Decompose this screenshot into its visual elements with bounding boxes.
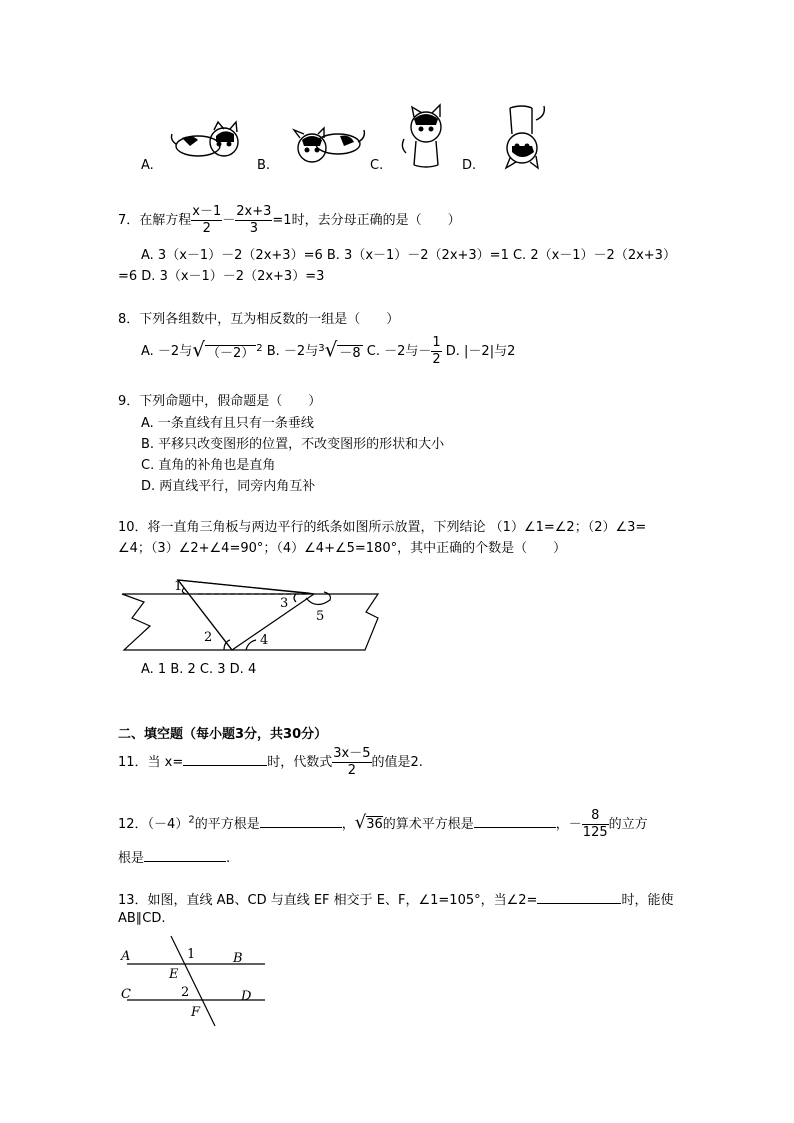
q7-stem-prefix: 7．在解方程 [118, 213, 192, 228]
sqrt-icon: √ [354, 812, 367, 833]
q13-line1-suffix: 时，能使 [621, 893, 674, 908]
q13-answer-blank[interactable] [537, 889, 621, 904]
q8-cbrt-b-index: 3 [318, 343, 325, 355]
q8-options [141, 335, 515, 368]
q7-frac1-num: x－1 [192, 204, 222, 219]
q13-figure [115, 934, 265, 1030]
q8-frac-c-den: 2 [432, 352, 441, 367]
q9-option-d: D. 两直线平行，同旁内角互补 [141, 479, 316, 494]
q11-prefix: 11．当 x= [118, 755, 184, 770]
q7-fraction-2 [235, 204, 272, 237]
q7-frac2-den: 3 [249, 221, 258, 236]
paper-strip [122, 594, 378, 650]
q12-part2: 的平方根是 [194, 817, 260, 832]
cat-image-a [168, 120, 248, 172]
cat-image-c [398, 103, 454, 173]
q7-options-line1: A. 3（x－1）－2（2x+3）=6 B. 3（x－1）－2（2x+3）=1 C. 2（x－1）－2（2x+3） [141, 248, 676, 263]
q12-frac-num: 8 [582, 808, 609, 825]
angle-label-5: 5 [316, 609, 325, 624]
angle-label-4: 4 [260, 633, 269, 648]
q13-line1-prefix: 13．如图，直线 AB、CD 与直线 EF 相交于 E、F，∠1=105°，当∠2= [118, 893, 538, 908]
q11-frac-num: 3x－5 [333, 746, 371, 761]
cat-image-b [282, 122, 368, 172]
q7-fraction-1 [191, 204, 222, 237]
q12-answer-blank-1[interactable] [260, 813, 342, 828]
angle-label-3: 3 [280, 596, 289, 611]
triangle-ruler [178, 580, 314, 650]
q6-option-b: B. [257, 158, 271, 173]
q12-part5: ，－ [555, 817, 582, 832]
label-b: B [233, 951, 243, 966]
q8-sqrt-a-exponent: 2 [256, 343, 263, 355]
label-f: F [191, 1005, 201, 1020]
q12-part4: 的算术平方根是 [382, 817, 474, 832]
cbrt-icon: √ [324, 337, 338, 362]
section-2-title: 二、填空题（每小题3分，共30分） [118, 727, 328, 742]
q12-part1: 12．（－4） [118, 817, 189, 832]
label-d: D [241, 989, 252, 1004]
sqrt-icon: √ [192, 337, 205, 362]
q8-stem: 8．下列各组数中，互为相反数的一组是（ ） [118, 312, 400, 327]
q9-option-b: B. 平移只改变图形的位置，不改变图形的形状和大小 [141, 437, 445, 452]
q12-exponent: 2 [188, 814, 195, 826]
q9-option-a: A. 一条直线有且只有一条垂线 [141, 416, 314, 431]
q6-option-d: D. [462, 158, 477, 173]
q12-line2-suffix: . [226, 851, 231, 866]
angle-label-2: 2 [204, 630, 213, 645]
q12-line2 [118, 847, 230, 866]
q8-option-b-text: B. －2与 [262, 344, 319, 359]
q9-option-c: C. 直角的补角也是直角 [141, 458, 276, 473]
q8-option-d-text: D. |－2|与2 [441, 344, 516, 359]
q8-sqrt-a-radicand: （－2） [206, 345, 255, 361]
q11 [118, 746, 423, 779]
q9-stem: 9．下列命题中，假命题是（ ） [118, 394, 322, 409]
q11-suffix: 的值是2. [371, 755, 423, 770]
q6-option-a: A. [141, 158, 154, 173]
q8-fraction-c [431, 335, 441, 368]
q12-part6: 的立方 [608, 817, 648, 832]
q13-line2: AB∥CD. [118, 911, 166, 926]
q7-minus: － [222, 213, 236, 228]
q11-fraction [332, 746, 371, 779]
q12-fraction [582, 808, 609, 841]
q12-part3: ， [341, 817, 355, 832]
q10-stem-line2: ∠4；（3）∠2+∠4=90°；（4）∠4+∠5=180°，其中正确的个数是（ ） [118, 541, 567, 556]
q13-line1 [118, 889, 673, 908]
angle-label-1: 1 [174, 579, 183, 594]
q7-stem-suffix: =1时，去分母正确的是（ ） [272, 213, 461, 228]
q11-mid: 时，代数式 [267, 755, 333, 770]
q12-line1 [118, 808, 648, 841]
angle-label-2: 2 [181, 985, 190, 1000]
label-a: A [121, 949, 131, 964]
q10-stem-line1: 10．将一直角三角板与两边平行的纸条如图所示放置，下列结论 （1）∠1=∠2；（2）∠3= [118, 520, 647, 535]
angle-label-1: 1 [187, 947, 196, 962]
cat-image-d [492, 100, 550, 172]
q12-answer-blank-3[interactable] [144, 847, 226, 862]
q8-cbrt-b-radicand: －8 [339, 345, 361, 361]
q7-frac2-num: 2x+3 [236, 204, 272, 219]
q12-line2-prefix: 根是 [118, 851, 145, 866]
q11-frac-den: 2 [347, 763, 357, 778]
q8-option-c-text: C. －2与－ [362, 344, 432, 359]
q7-stem [118, 204, 461, 237]
q12-frac-den: 125 [582, 825, 608, 840]
q12-sqrt [354, 812, 383, 833]
q8-frac-c-num: 1 [432, 335, 441, 350]
q12-sqrt-radicand: 36 [366, 817, 383, 832]
q8-cbrt-b [318, 337, 362, 365]
q7-frac1-den: 2 [202, 221, 211, 236]
label-e: E [169, 967, 179, 982]
q11-answer-blank[interactable] [183, 751, 267, 766]
q7-options-line2: =6 D. 3（x－1）－2（2x+3）=3 [118, 269, 325, 284]
q10-figure [120, 562, 385, 657]
q12-answer-blank-2[interactable] [474, 813, 556, 828]
label-c: C [121, 987, 131, 1002]
q8-sqrt-a [192, 337, 262, 365]
q10-options: A. 1 B. 2 C. 3 D. 4 [141, 662, 257, 677]
q8-option-a-text: A. －2与 [141, 344, 193, 359]
q6-option-c: C. [370, 158, 384, 173]
